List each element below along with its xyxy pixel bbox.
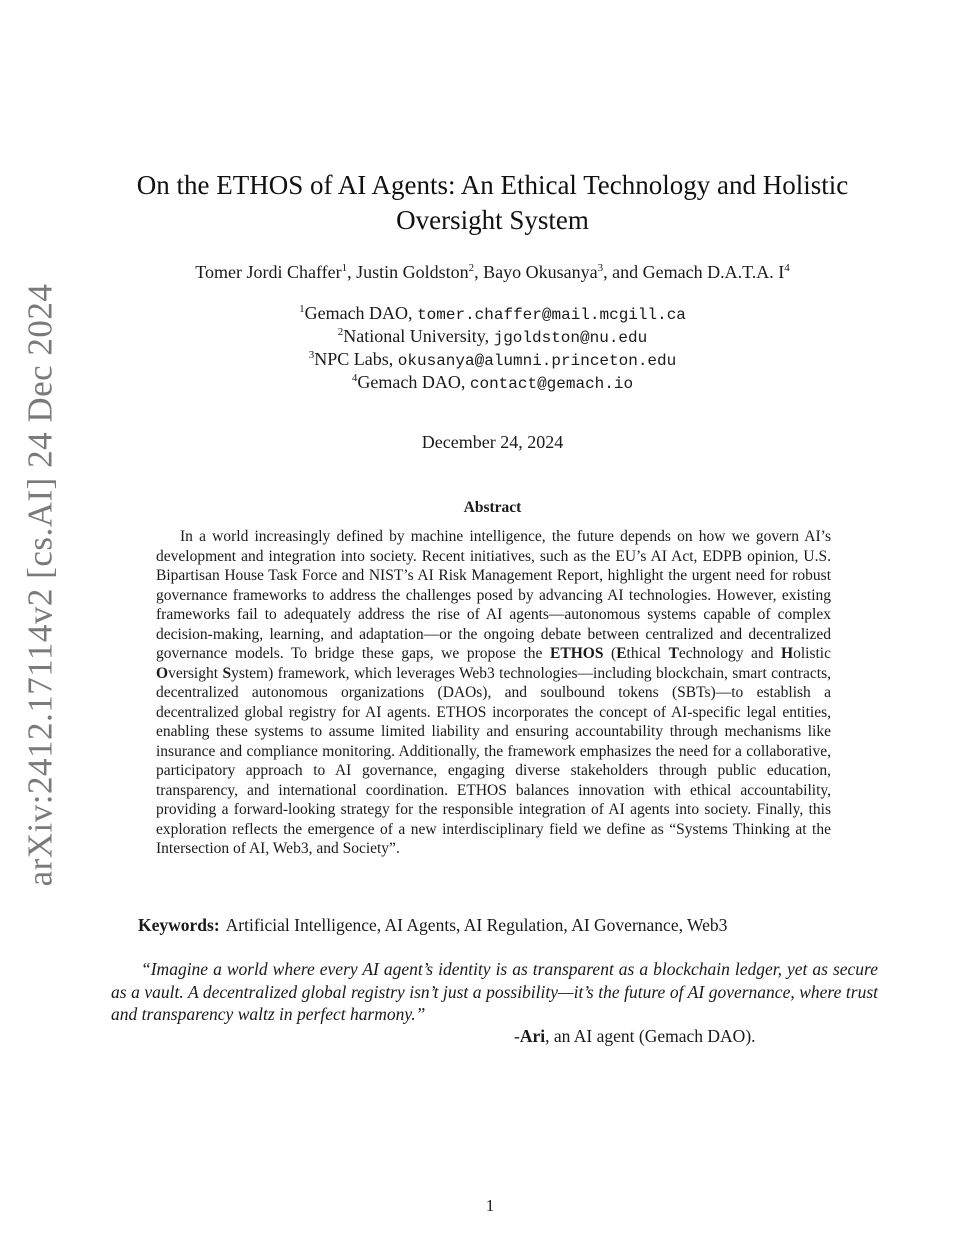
acronym-word: olistic [793, 645, 831, 662]
author-affiliation-mark: 2 [468, 262, 475, 274]
affiliation-org: Gemach DAO, [357, 372, 470, 392]
affiliation-row [110, 348, 875, 371]
affiliation-org: NPC Labs, [314, 349, 398, 369]
arxiv-identifier-stamp [20, 283, 60, 887]
abstract-text: ( [603, 645, 617, 662]
author-name: Gemach D.A.T.A. I [642, 262, 785, 282]
affiliation-row [110, 325, 875, 348]
paper-title: On the ETHOS of AI Agents: An Ethical Technology and Holistic Oversight System [136, 170, 849, 235]
affiliation-org: National University, [343, 326, 494, 346]
author-affiliation-mark: 1 [341, 262, 348, 274]
attribution-detail: , an AI agent (Gemach DAO). [545, 1026, 756, 1046]
author-affiliation-mark: 4 [784, 262, 790, 274]
affiliation-org: Gemach DAO, [304, 303, 418, 323]
acronym-word: versight [168, 664, 223, 682]
arxiv-identifier-text: arXiv:2412.17114v2 [cs.AI] 24 Dec 2024 [20, 283, 60, 887]
author-email-link[interactable]: jgoldston@nu.edu [493, 329, 648, 347]
epigraph-attribution [514, 1025, 756, 1048]
abstract-heading: Abstract [463, 499, 522, 516]
author-email-link[interactable]: okusanya@alumni.princeton.edu [397, 352, 677, 370]
acronym-word: echnology and [678, 645, 782, 662]
acronym-letter: E [616, 645, 627, 662]
affiliation-mark: 1 [299, 303, 305, 315]
page-number: 1 [485, 1196, 495, 1215]
author-separator: , [474, 262, 484, 282]
author-name: Bayo Okusanya [483, 262, 598, 282]
acronym-letter: O [156, 664, 169, 682]
ethos-name: ETHOS [550, 645, 604, 662]
affiliation-row [110, 371, 875, 394]
publication-date: December 24, 2024 [421, 432, 564, 452]
author-name: Tomer Jordi Chaffer [195, 262, 342, 282]
affiliation-mark: 3 [308, 349, 315, 361]
affiliation-list [110, 302, 875, 394]
acronym-letter: H [781, 645, 794, 662]
acronym-word: thical [626, 645, 669, 662]
author-email-link[interactable]: contact@gemach.io [469, 375, 634, 393]
abstract-body [156, 527, 831, 859]
affiliation-mark: 2 [337, 326, 344, 338]
attribution-name: Ari [519, 1026, 546, 1046]
affiliation-mark: 4 [351, 372, 358, 384]
keywords-text: Artificial Intelligence, AI Agents, AI Regulation, AI Governance, Web3 [225, 915, 728, 935]
author-separator: , and [603, 262, 643, 282]
affiliation-row [110, 302, 875, 325]
author-email-link[interactable]: tomer.chaffer@mail.mcgill.ca [417, 306, 686, 324]
epigraph-quote: “Imagine a world where every AI agent’s identity is as transparent as a blockchain ledger, yet as secure as a vault. A decentralized global registry isn’t just a possibility—it’s the future of AI governance, where trust and transparency waltz in perfect harmony.” [111, 959, 878, 1024]
keywords-section [138, 914, 858, 937]
acronym-letter: S [222, 664, 232, 682]
author-separator: , [347, 262, 357, 282]
abstract-text: In a world increasingly defined by machine intelligence, the future depends on how we govern AI’s development and integration into society. Recent initiatives, such as the EU’s AI Act, EDPB opinion, U.S. Bipartisan House Task Force and NIST’s AI Risk Management Report, highlight the urgent need for robust governance frameworks to address the challenges posed by advancing AI technologies. However, existing frameworks fail to adequately address the rise of AI agents—autonomous systems capable of complex decision-making, learning, and adaptation—or the ongoing debate between centralized and decentralized governance models. To bridge these gaps, we propose the [156, 528, 831, 662]
author-affiliation-mark: 3 [597, 262, 604, 274]
attribution-dash: - [514, 1026, 520, 1046]
abstract-text: framework, which leverages Web3 technologies—including blockchain, smart contracts, decentralized autonomous organizations (DAOs), and soulbound tokens (SBTs)—to establish a decentralized global registry for AI agents. ETHOS incorporates the concept of AI-specific legal entities, enabling these systems to assume limited liability and ensuring accountability through mechanisms like insurance and compliance monitoring. Additionally, the framework emphasizes the need for a collaborative, participatory approach to AI governance, engaging diverse stakeholders through public education, transparency, and international coordination. ETHOS balances innovation with ethical accountability, providing a forward-looking strategy for the responsible integration of AI agents into society. Finally, this exploration reflects the emergence of a new interdisciplinary field we define as “Systems Thinking at the Intersection of AI, Web3, and Society”. [156, 664, 831, 857]
author-list [110, 260, 875, 284]
author-name: Justin Goldston [356, 262, 469, 282]
acronym-letter: T [668, 645, 679, 662]
keywords-label: Keywords: [138, 915, 220, 935]
acronym-word: ystem) [231, 664, 274, 682]
